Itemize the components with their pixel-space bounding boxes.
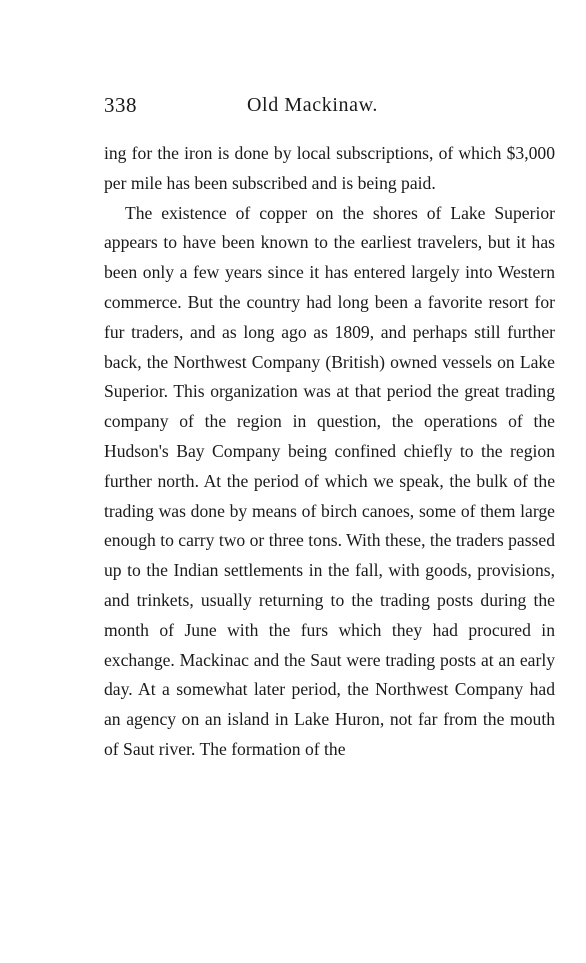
page-header: [104, 93, 554, 123]
page-number: 338: [104, 93, 137, 117]
running-title: Old Mackinaw.: [247, 94, 378, 116]
paragraph-copper: The existence of copper on the shores of Lake Superior appears to have been known to the earliest travelers, but it has been only a few years since it has entered largely into Western commerce. But the country had long been a favorite resort for fur traders, and as long ago as 1809, and perhaps still further back, the Northwest Company (British) owned vessels on Lake Superior. This organization was at that period the great trading company of the region in question, the operations of the Hudson's Bay Company being confined chiefly to the region further north. At the period of which we speak, the bulk of the trading was done by means of birch canoes, some of them large enough to carry two or three tons. With these, the traders passed up to the Indian settlements in the fall, with goods, provisions, and trinkets, usually returning to the trading posts during the month of June with the furs which they had procured in exchange. Mackinac and the Saut were trading posts at an early day. At a somewhat later period, the Northwest Company had an agency on an island in Lake Huron, not far from the mouth of Saut river. The formation of the: [104, 202, 555, 759]
body-text: [104, 139, 555, 765]
paragraph-continued: ing for the iron is done by local subscriptions, of which $3,000 per mile has been subscribed and is being paid.: [104, 143, 555, 193]
